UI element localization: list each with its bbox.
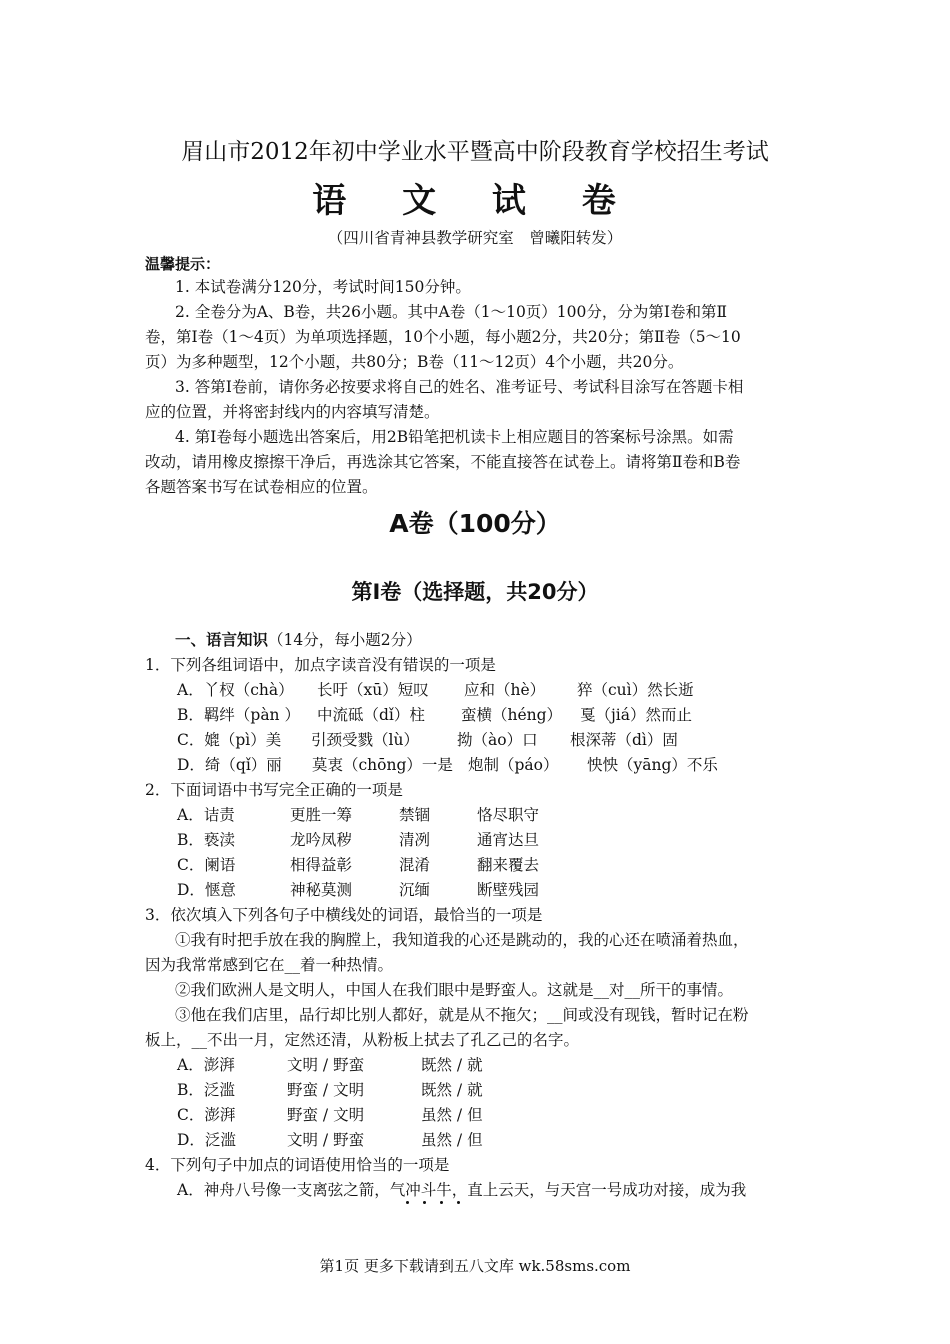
exam-title: 眉山市2012年初中学业水平暨高中阶段教育学校招生考试 bbox=[181, 139, 769, 165]
tip-line: 2. 全卷分为A、B卷，共26小题。其中A卷（1～10页）100分，分为第Ⅰ卷和第Ⅱ bbox=[175, 303, 728, 321]
paper-subtitle: （四川省青神县教学研究室 曾曦阳转发） bbox=[327, 229, 623, 247]
part-one-label: 一、语言知识 bbox=[175, 631, 269, 649]
q3-passage-line: 因为我常常感到它在__着一种热情。 bbox=[145, 956, 394, 974]
tips-heading: 温馨提示： bbox=[145, 255, 221, 273]
q4-option-a: A．神舟八号像一支离弦之箭，气冲斗牛，直上云天，与天宫一号成功对接，成为我 bbox=[177, 1181, 747, 1199]
tip-line: 页）为多种题型，12个小题，共80分；B卷（11～12页）4个小题，共20分。 bbox=[145, 353, 684, 371]
page-footer: 第1页 更多下载请到五八文库 wk.58sms.com bbox=[319, 1257, 631, 1275]
tip-line: 1. 本试卷满分120分，考试时间150分钟。 bbox=[175, 278, 471, 296]
tip-line: 卷，第Ⅰ卷（1～4页）为单项选择题，10个小题，每小题2分，共20分；第Ⅱ卷（5～10 bbox=[145, 328, 741, 346]
part-one-note: （14分，每小题2分） bbox=[268, 631, 422, 649]
tip-line: 3. 答第Ⅰ卷前，请你务必按要求将自己的姓名、准考证号、考试科目涂写在答题卡相 bbox=[175, 378, 744, 396]
tip-line: 4. 第Ⅰ卷每小题选出答案后，用2B铅笔把机读卡上相应题目的答案标号涂黑。如需 bbox=[175, 428, 734, 446]
question-3-stem: 3．依次填入下列各句子中横线处的词语，最恰当的一项是 bbox=[145, 906, 543, 924]
tip-line: 改动，请用橡皮擦擦干净后，再选涂其它答案，不能直接答在试卷上。请将第Ⅱ卷和B卷 bbox=[145, 453, 741, 471]
question-1-stem: 1．下列各组词语中，加点字读音没有错误的一项是 bbox=[145, 656, 496, 674]
q3-passage-line: ③他在我们店里，品行却比别人都好，就是从不拖欠；__间或没有现钱，暂时记在粉 bbox=[175, 1006, 749, 1024]
section-a-heading: A卷（100分） bbox=[389, 509, 561, 538]
tip-line: 应的位置，并将密封线内的内容填写清楚。 bbox=[145, 403, 440, 421]
q3-passage-line: ①我有时把手放在我的胸膛上，我知道我的心还是跳动的，我的心还在喷涌着热血， bbox=[175, 931, 749, 949]
exam-page: 眉山市2012年初中学业水平暨高中阶段教育学校招生考试 语 文 试 卷 （四川省青神县教学研究室 曾曦阳转发） 温馨提示： 1. 本试卷满分120分，考试时间150分钟。 2. 全卷分为A、B卷，共26小题。其中A卷（1～10页）100分，分为第Ⅰ卷和第Ⅱ 卷，第Ⅰ卷（1～4页）为单项选择题，10个小题，每小题2分，共20分；第Ⅱ卷（5～10 页）为多种题型，12个小题，共80分；B卷（11～12页）4个小题，共20分。 3. 答第Ⅰ卷前，请你务必按要求将自己的姓名、准考证号、考试科目涂写在答题卡相 应的位置，并将密封线内的内容填写清楚。 4. 第Ⅰ卷每小题选出答案后，用2B铅笔把机读卡上相应题目的答案标号涂黑。如需 改动，请用橡皮擦擦干净后，再选涂其它答案，不能直接答在试卷上。请将第Ⅱ卷和B卷 各题答案书写在试卷相应的位置。 A卷（100分） 第Ⅰ卷（选择题，共20分） 一、语言知识（14分，每小题2分） 1．下列各组词语中，加点字读音没有错误的一项是 A．丫杈（chà） 长吁（xū）短叹 应和（hè） 猝（cuì）然长逝 B．羁绊（pàn ） 中流砥（dǐ）柱 蛮横（héng） 戛（jiá）然而止 C．媲（pì）美 引颈受戮（lù） 拗（ào）口 根深蒂（dì）固 D．绮（qǐ）丽 莫衷（chōng）一是 炮制（páo） 怏怏（yāng）不乐 2．下面词语中书写完全正确的一项是 A．诘责 更胜一筹 禁锢 恪尽职守 B．亵渎 龙吟凤秽 清冽 通宵达旦 C．阑语 相得益彰 混淆 翻来覆去 D．惬意 神秘莫测 沉缅 断壁残园 3．依次填入下列各句子中横线处的词语，最恰当的一项是 ①我有时把手放在我的胸膛上，我知道我的心还是跳动的，我的心还在喷涌着热血， 因为我常常感到它在__着一种热情。 ②我们欧洲人是文明人，中国人在我们眼中是野蛮人。这就是__对__所干的事情。 ③他在我们店里，品行却比别人都好，就是从不拖欠；__间或没有现钱，暂时记在粉 板上，__不出一月，定然还清，从粉板上拭去了孔乙己的名字。 A．澎湃 文明 / 野蛮 既然 / 就 B．泛滥 野蛮 / 文明 既然 / 就 C．澎湃 野蛮 / 文明 虽然 / 但 D．泛滥 文明 / 野蛮 虽然 / 但 4．下列句子中加点的词语使用恰当的一项是 A．神舟八号像一支离弦之箭，气冲斗牛，直上云天，与天宫一号成功对接，成为我 第1页 更多下载请到五八文库 wk.58sms.com bbox=[0, 0, 950, 1344]
q3-passage-line: ②我们欧洲人是文明人，中国人在我们眼中是野蛮人。这就是__对__所干的事情。 bbox=[175, 981, 734, 999]
question-4-stem: 4．下列句子中加点的词语使用恰当的一项是 bbox=[145, 1156, 450, 1174]
section-1-heading: 第Ⅰ卷（选择题，共20分） bbox=[351, 580, 599, 604]
tip-line: 各题答案书写在试卷相应的位置。 bbox=[145, 478, 378, 496]
paper-title: 语 文 试 卷 bbox=[312, 181, 638, 221]
part-one-heading bbox=[175, 630, 422, 650]
question-2-stem: 2．下面词语中书写完全正确的一项是 bbox=[145, 781, 403, 799]
q3-passage-line: 板上，__不出一月，定然还清，从粉板上拭去了孔乙己的名字。 bbox=[145, 1031, 580, 1049]
